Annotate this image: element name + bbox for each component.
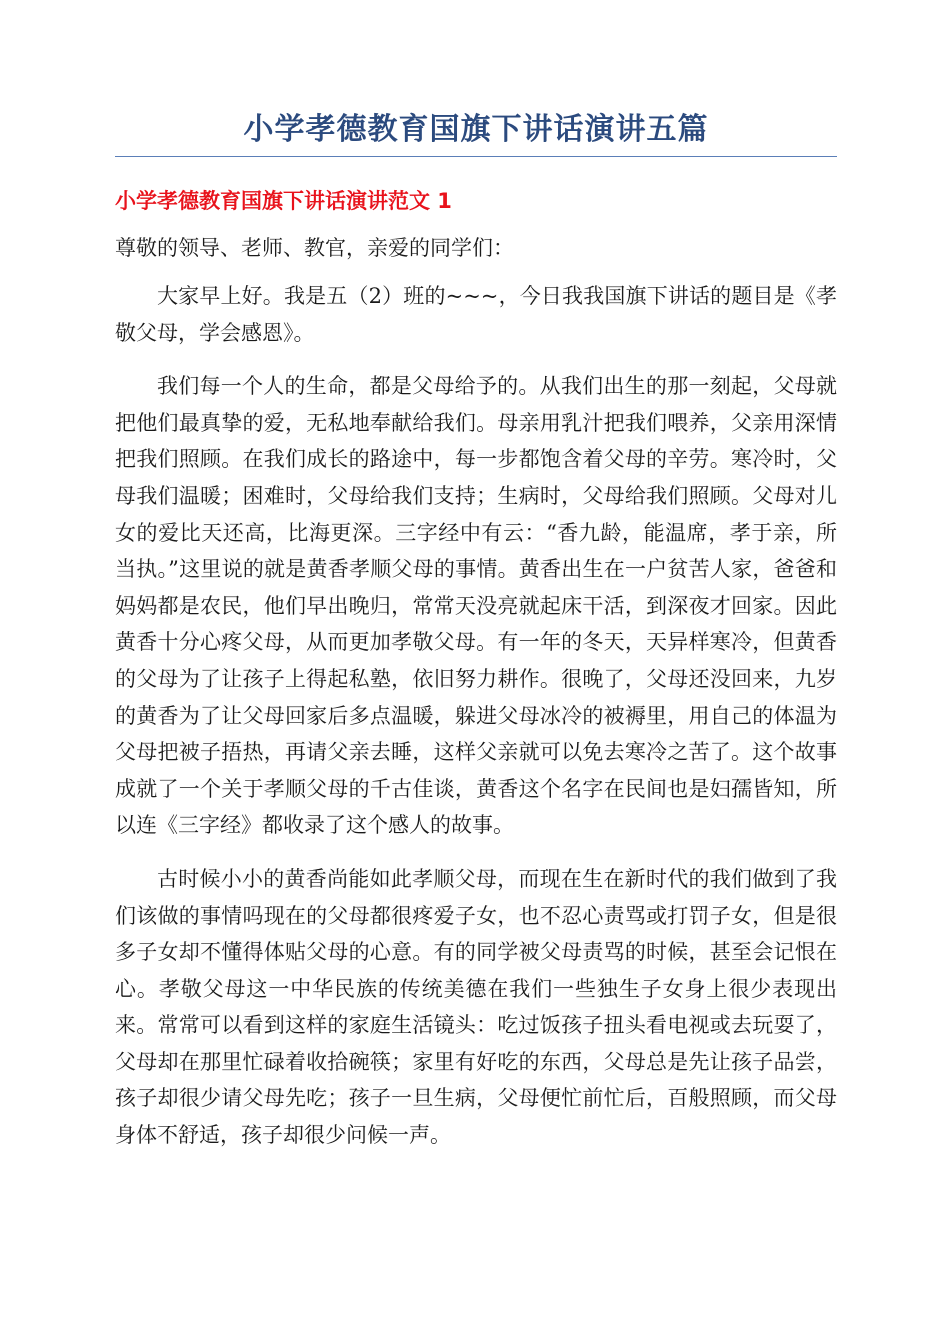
paragraph-intro: 大家早上好。我是五（2）班的~~~，今日我我国旗下讲话的题目是《孝敬父母，学会感恩》。 — [115, 284, 837, 345]
paragraph-story: 我们每一个人的生命，都是父母给予的。从我们出生的那一刻起，父母就把他们最真挚的爱，无私地奉献给我们。母亲用乳汁把我们喂养，父亲用深情把我们照顾。在我们成长的路途中，每一步都饱含着父母的辛劳。寒冷时，父母我们温暖；困难时，父母给我们支持；生病时，父母给我们照顾。父母对儿女的爱比天还高，比海更深。三字经中有云：“香九龄，能温席，孝于亲，所当执。”这里说的就是黄香孝顺父母的事情。黄香出生在一户贫苦人家，爸爸和妈妈都是农民，他们早出晚归，常常天没亮就起床干活，到深夜才回家。因此黄香十分心疼父母，从而更加孝敬父母。有一年的冬天，天异样寒冷，但黄香的父母为了让孩子上得起私塾，依旧努力耕作。很晚了，父母还没回来，九岁的黄香为了让父母回家后多点温暖，躲进父母冰冷的被褥里，用自己的体温为父母把被子捂热，再请父亲去睡，这样父亲就可以免去寒冷之苦了。这个故事成就了一个关于孝顺父母的千古佳谈，黄香这个名字在民间也是妇孺皆知，所以连《三字经》都收录了这个感人的故事。 — [115, 374, 837, 838]
document-title: 小学孝德教育国旗下讲话演讲五篇 — [115, 110, 837, 157]
document-page — [115, 110, 837, 1154]
paragraph-reflection: 古时候小小的黄香尚能如此孝顺父母，而现在生在新时代的我们做到了我们该做的事情吗现在的父母都很疼爱子女，也不忍心责骂或打罚子女，但是很多子女却不懂得体贴父母的心意。有的同学被父母责骂的时候，甚至会记恨在心。孝敬父母这一中华民族的传统美德在我们一些独生子女身上很少表现出来。常常可以看到这样的家庭生活镜头：吃过饭孩子扭头看电视或去玩耍了，父母却在那里忙碌着收拾碗筷；家里有好吃的东西，父母总是先让孩子品尝，孩子却很少请父母先吃；孩子一旦生病，父母便忙前忙后，百般照顾，而父母身体不舒适，孩子却很少问候一声。 — [115, 866, 837, 1148]
section-heading: 小学孝德教育国旗下讲话演讲范文 1 — [115, 189, 452, 213]
salutation: 尊敬的领导、老师、教官，亲爱的同学们： — [115, 236, 514, 260]
